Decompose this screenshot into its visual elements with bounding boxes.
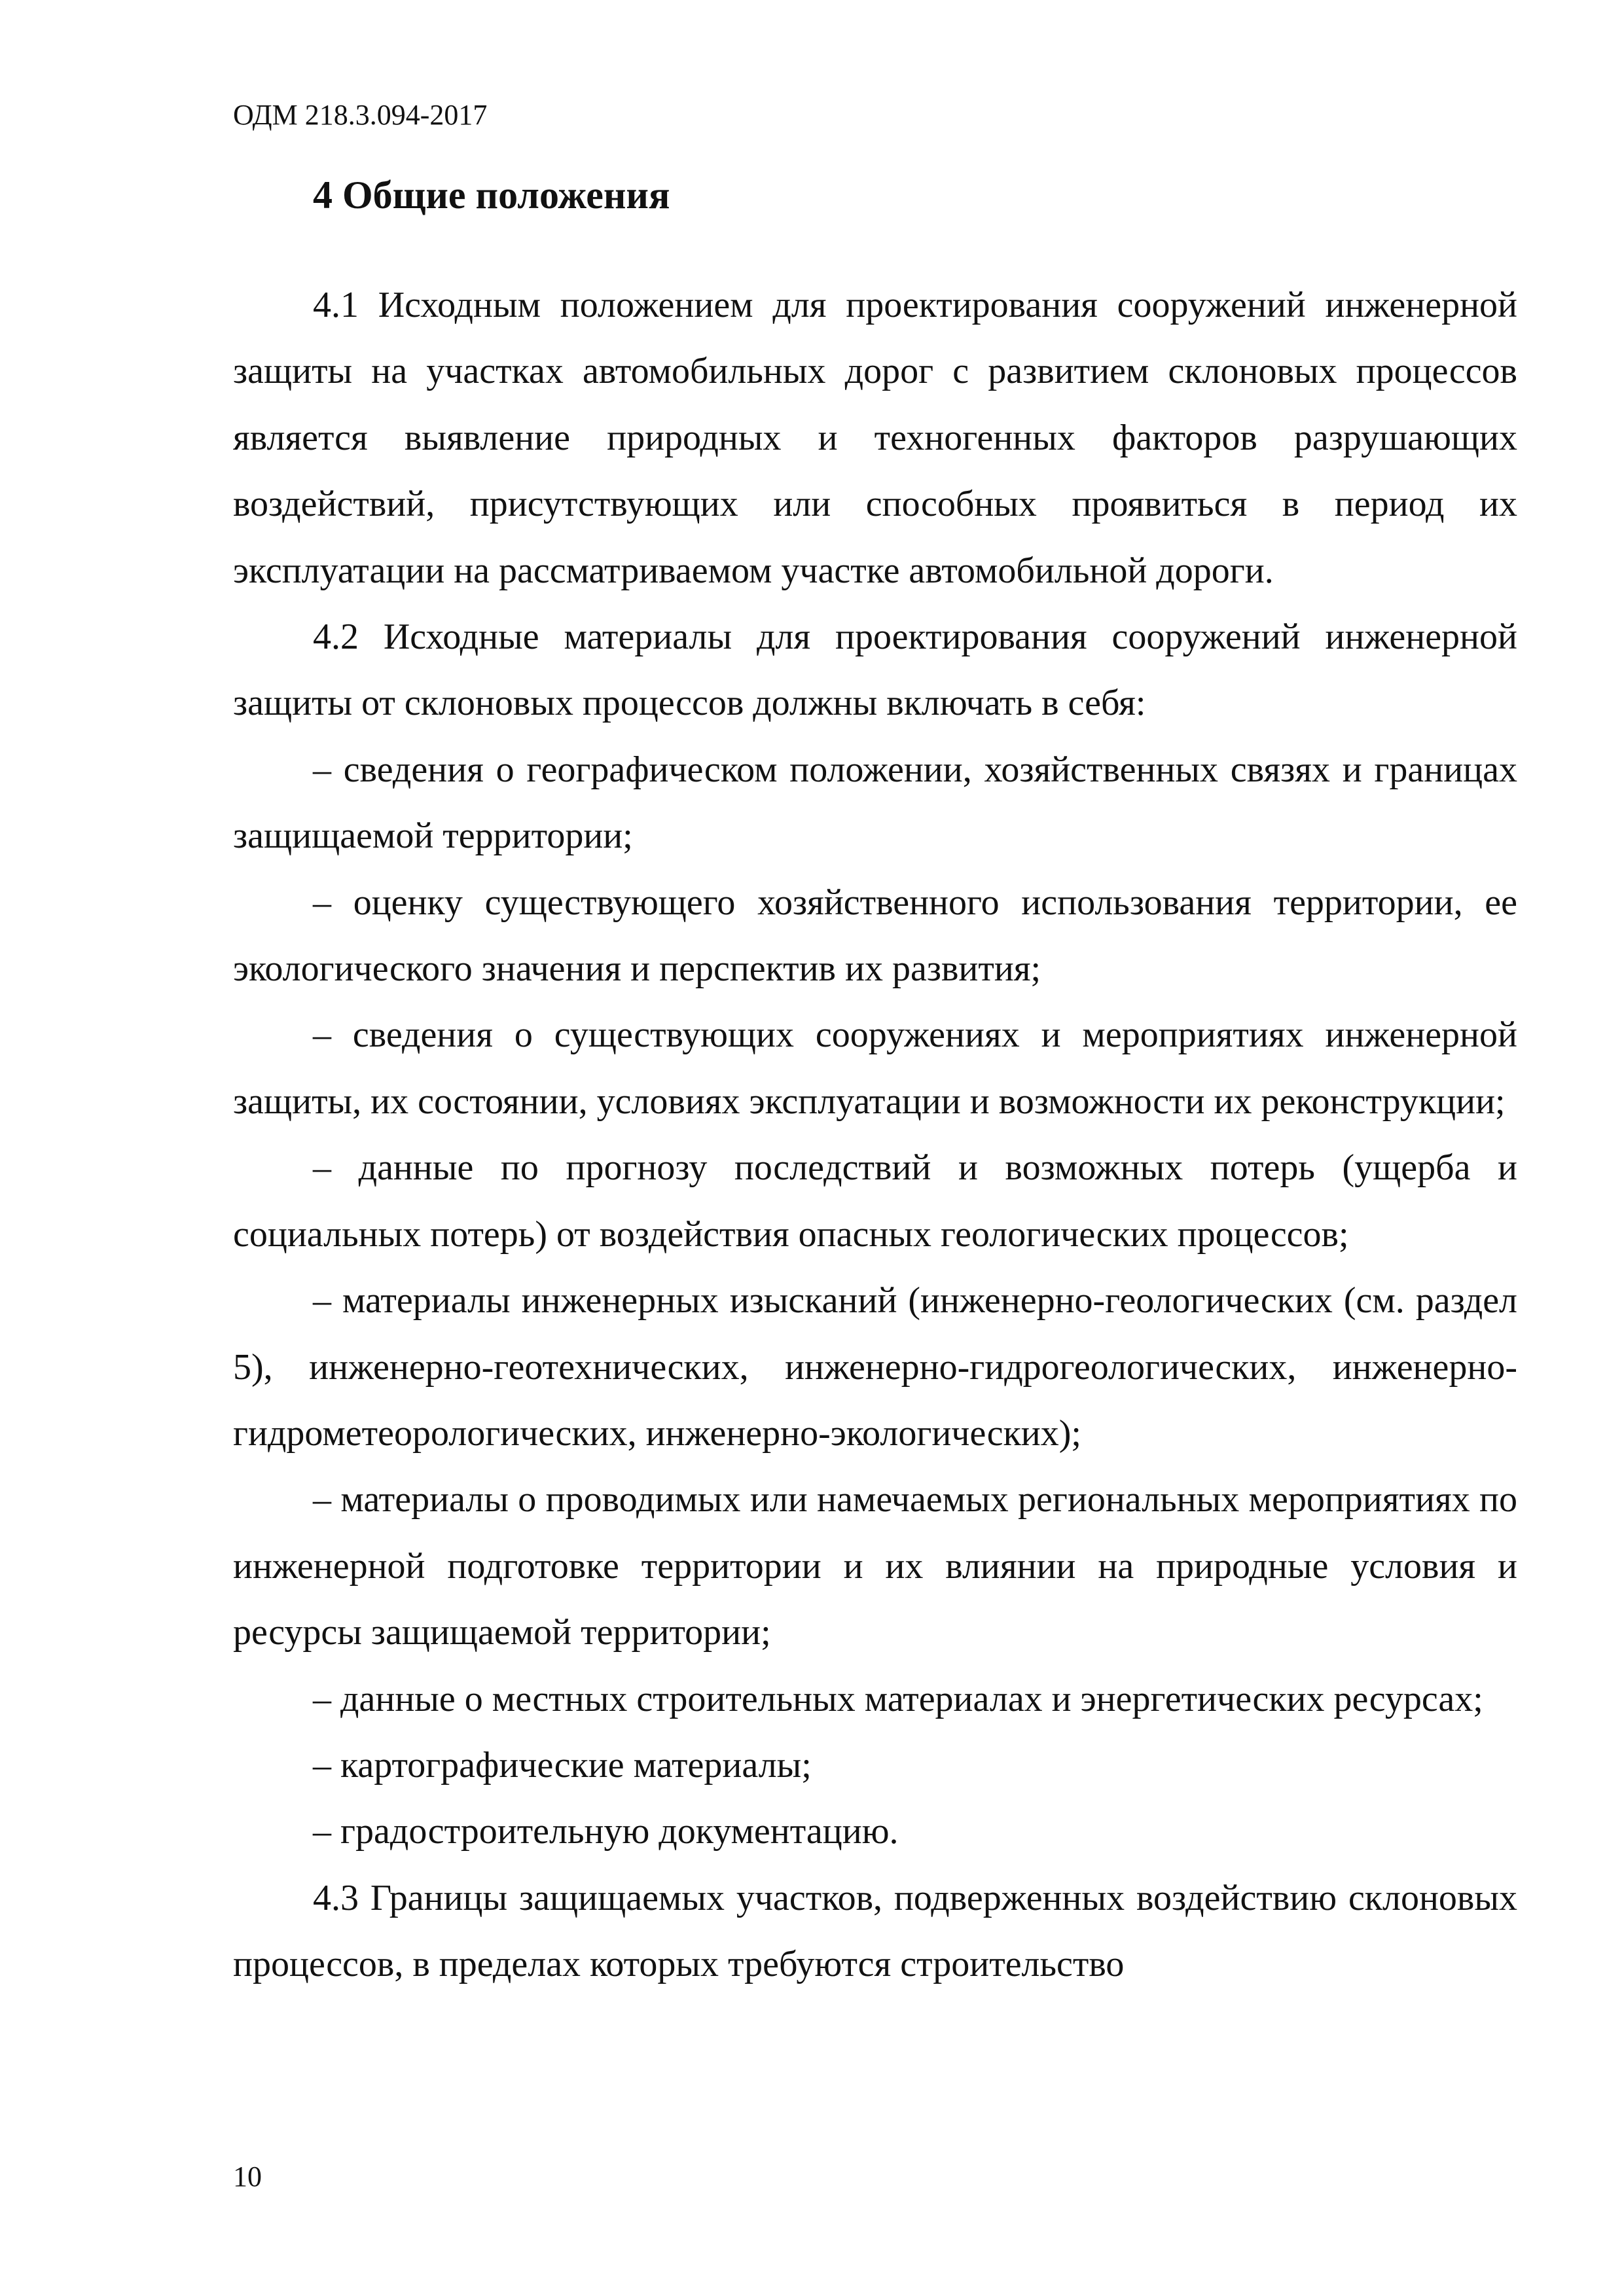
list-item: – сведения о существующих сооружениях и мероприятиях инженерной защиты, их состоянии, условиях эксплуатации и возможности их реконструкции;	[233, 1014, 1517, 1122]
list-item: – материалы инженерных изысканий (инженерно-геологических (см. раздел 5), инженерно-геотехнических, инженерно-гидрогеологических, инженерно-гидрометеорологических, инженерно-экологических);	[233, 1280, 1517, 1454]
list-item: – картографические материалы;	[313, 1744, 812, 1785]
page-number: 10	[233, 2161, 262, 2193]
paragraph-4-1: 4.1 Исходным положением для проектирования сооружений инженерной защиты на участках автомобильных дорог с развитием склоновых процессов является выявление природных и техногенных факторов разрушающих воздействий, присутствующих или способных проявиться в период их эксплуатации на рассматриваемом участке автомобильной дороги.	[233, 285, 1517, 591]
section-heading: 4 Общие положения	[313, 173, 670, 217]
list-item: – сведения о географическом положении, хозяйственных связях и границах защищаемой территории;	[233, 749, 1517, 857]
body-text	[233, 272, 1517, 1998]
paragraph-4-3: 4.3 Границы защищаемых участков, подверженных воздействию склоновых процессов, в пределах которых требуются строительство	[233, 1877, 1517, 1985]
list-item: – данные по прогнозу последствий и возможных потерь (ущерба и социальных потерь) от воздействия опасных геологических процессов;	[233, 1147, 1517, 1255]
list-item: – градостроительную документацию.	[313, 1811, 899, 1852]
document-code: ОДМ 218.3.094-2017	[233, 99, 488, 131]
list-item: – данные о местных строительных материалах и энергетических ресурсах;	[313, 1678, 1483, 1719]
paragraph-4-2: 4.2 Исходные материалы для проектирования сооружений инженерной защиты от склоновых процессов должны включать в себя:	[233, 617, 1517, 724]
list-item: – материалы о проводимых или намечаемых региональных мероприятиях по инженерной подготовке территории и их влиянии на природные условия и ресурсы защищаемой территории;	[233, 1479, 1517, 1653]
list-item: – оценку существующего хозяйственного использования территории, ее экологического значения и перспектив их развития;	[233, 882, 1517, 990]
